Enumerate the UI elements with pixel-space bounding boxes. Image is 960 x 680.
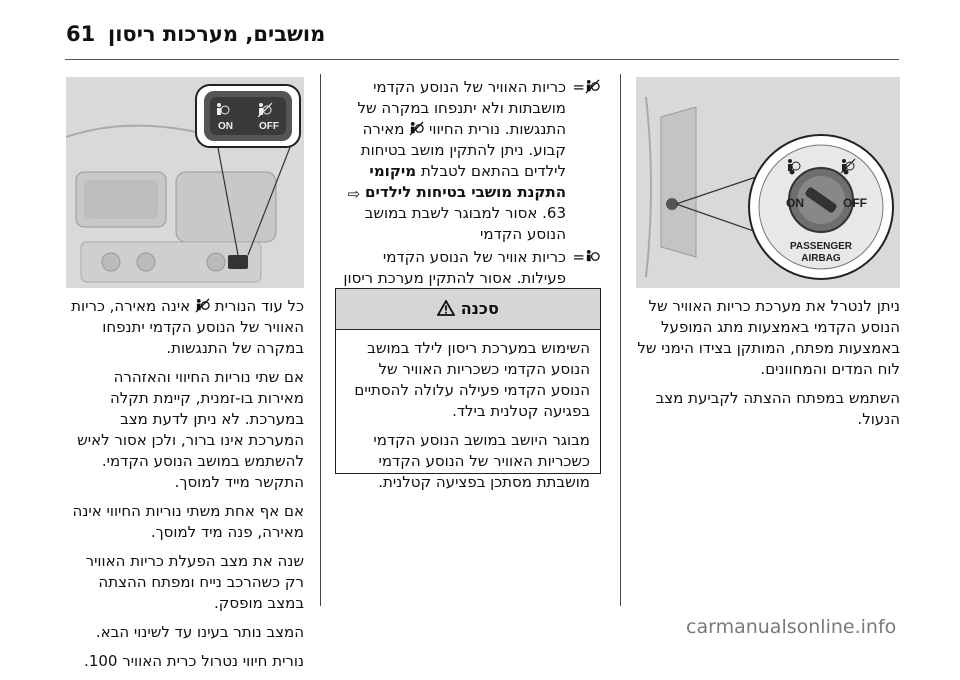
- paragraph-indicator-not-lit: כל עוד הנורית אינה מאירה, כריות האוויר של הנוסע הקדמי יתנפחו במקרה של התנגשות.: [71, 297, 304, 357]
- state-airbag-off: [336, 77, 600, 245]
- column-divider-right: [620, 74, 621, 606]
- paragraph-none-lit: אם אף אחת משתי נוריות החיווי אינה מאירה, פנה מיד למוסך.: [72, 502, 304, 541]
- chapter-title: מושבים, מערכות ריסון: [108, 22, 326, 46]
- figure-airbag-indicator-dashboard: [66, 77, 304, 288]
- watermark: carmanualsonline.info: [686, 616, 897, 638]
- paragraph-both-lit-fault: אם שתי נוריות החיווי והאזהרה מאירות בו-זמנית, קיימת תקלה במערכת. לא ניתן לדעת מצב המערכת אינו ברור, ולכן אסור לאיש להשתמש במושב הנוסע הקדמי. התקשר מייד למוסך.: [77, 368, 304, 491]
- paragraph-deactivation-intro: ניתן לנטרל את מערכת כריות האוויר של הנוסע הקדמי באמצעות מתג המופעל באמצעות מפתח, המותקן בצידו הימני של לוח המדים והמחוונים.: [637, 297, 900, 378]
- page-reference-icon: ⇨: [347, 185, 361, 203]
- symbol-airbag-on: =: [570, 247, 600, 268]
- warning-paragraph-child-seat: השימוש במערכת ריסון לילד במושב הנוסע הקדמי כשכריות האוויר של הנוסע הקדמי פעילה עלולה להסתיים בפגיעה קטלנית בילד.: [354, 339, 590, 420]
- indicator-off-label: OFF: [259, 121, 279, 132]
- page-number: 61: [66, 22, 96, 46]
- indicator-on-label: ON: [218, 121, 233, 132]
- warning-paragraph-adult: מבוגר היושב במושב הנוסע הקדמי כשכריות האוויר של הנוסע הקדמי מושבתת מסתכן בפציעה קטלנית.: [373, 431, 590, 491]
- airbag-label: AIRBAG: [801, 253, 841, 264]
- warning-triangle-icon: [437, 300, 455, 316]
- header-rule: [65, 59, 899, 60]
- switch-off-label: OFF: [843, 196, 867, 210]
- link-child-seat-positions[interactable]: מיקומי התקנת מושבי בטיחות לילדים: [365, 162, 566, 201]
- page-header: [0, 0, 960, 62]
- airbag-on-text: כריות אוויר של הנוסע הקדמי פעילות. אסור להתקין מערכת ריסון: [343, 248, 566, 287]
- passenger-label: PASSENGER: [789, 241, 853, 252]
- airbag-off-icon: [585, 79, 600, 94]
- symbol-airbag-off: =: [570, 77, 600, 98]
- switch-on-label: ON: [786, 196, 804, 210]
- warning-body: [336, 330, 600, 493]
- airbag-off-icon: [195, 298, 210, 313]
- warning-title: סכנה: [460, 299, 499, 318]
- airbag-off-text-c: 63. אסור למבוגר לשבת במושב הנוסע הקדמי: [364, 204, 566, 243]
- left-column-text: [66, 296, 304, 680]
- middle-column-text: [336, 77, 600, 310]
- column-divider-left: [320, 74, 321, 606]
- airbag-off-text-b: מאירה קבוע. ניתן להתקין מושב בטיחות לילדים בהתאם לטבלת: [360, 120, 566, 180]
- warning-header: [336, 289, 600, 330]
- airbag-on-icon: [585, 249, 600, 264]
- airbag-off-text-a: כריות האוויר של הנוסע הקדמי מושבתות ולא יתנפחו במקרה של התנגשות. נורית החיווי: [357, 78, 566, 138]
- paragraph-change-status: שנה את מצב הפעלת כריות האוויר רק כשהרכב נייח ומפתח ההצתה במצב מופסק.: [85, 552, 304, 612]
- paragraph-reference-indicator: נורית חיווי נטרול כרית האוויר 100.: [84, 652, 304, 670]
- paragraph-use-ignition-key: השתמש במפתח ההצתה לקביעת מצב הנעול.: [655, 389, 900, 428]
- right-column-text: [636, 296, 900, 438]
- figure-airbag-switch-key: [636, 77, 900, 288]
- airbag-off-icon: [409, 121, 424, 136]
- paragraph-status-remains: המצב נותר בעינו עד לשינוי הבא.: [95, 623, 304, 641]
- danger-warning-box: [335, 288, 601, 491]
